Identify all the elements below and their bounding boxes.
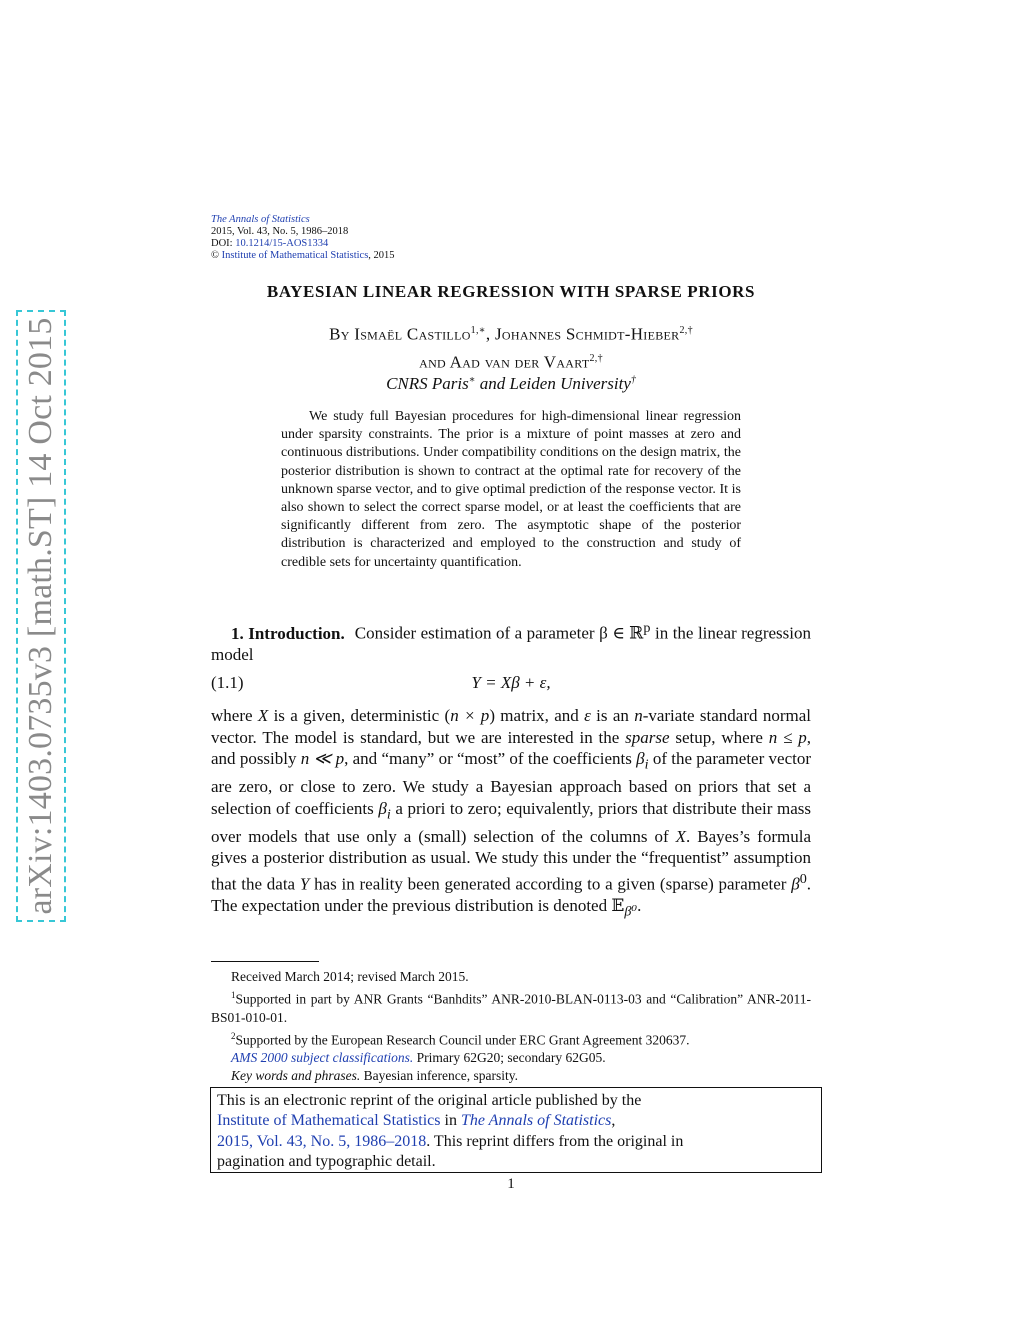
text-run: of the parameter vector are zero, or close to zero. We study a Bayesian approach based on priors that set a selection of coefficients	[211, 749, 811, 818]
reprint-notice-box	[210, 1087, 822, 1173]
reprint-in: in	[440, 1112, 461, 1130]
copyright-year: , 2015	[368, 250, 395, 261]
section-heading: 1. Introduction.	[231, 623, 345, 643]
text-run: .	[637, 896, 642, 916]
reprint-citation-link[interactable]: 2015, Vol. 43, No. 5, 1986–2018	[217, 1132, 427, 1150]
text-run: setup, where	[669, 727, 769, 747]
by-label: By	[329, 324, 355, 344]
received-dates: Received March 2014; revised March 2015.	[231, 969, 469, 984]
footnote-1-mark: 1	[231, 990, 236, 1000]
reprint-line-1: This is an electronic reprint of the original article published by the	[217, 1092, 642, 1109]
affiliation-and: and	[475, 374, 510, 393]
footnote-rule	[211, 961, 319, 962]
math-sub-i: i	[644, 756, 649, 773]
math-Y: Y	[299, 874, 310, 894]
page-number: 1	[507, 1176, 515, 1192]
footnote-2	[211, 1027, 811, 1050]
text-run: has in reality been generated according to a given (sparse) parameter	[309, 874, 792, 894]
footnotes	[211, 968, 811, 1085]
math-sub-i: i	[386, 806, 391, 823]
math-expectation: 𝔼	[611, 896, 625, 916]
math-beta: β	[791, 874, 800, 894]
author-castillo: Ismaël Castillo	[354, 324, 471, 344]
math-X: X	[257, 706, 269, 725]
intro-paragraph	[211, 705, 811, 923]
author-list	[211, 319, 811, 374]
math-n-times-p: n × p	[450, 706, 490, 725]
text-run: -variate standard normal vector. The model is standard, but we are interested in the	[211, 706, 811, 747]
math-sub-beta0: β⁰	[624, 903, 638, 920]
doi-link[interactable]: 10.1214/15-AOS1334	[235, 238, 329, 249]
text-run: a priori to zero; equivalently, priors that distribute their mass over models that use only a (small) selection of the columns of	[211, 798, 811, 846]
keywords-label: Key words and phrases.	[231, 1068, 361, 1083]
keywords	[211, 1067, 811, 1085]
author-castillo-sup: 1,∗	[470, 325, 486, 336]
affiliations	[211, 374, 811, 394]
doi-label: DOI:	[211, 238, 236, 249]
affiliation-leiden-sup: †	[630, 374, 636, 386]
affiliation-leiden: Leiden University	[509, 374, 631, 393]
arxiv-stamp	[16, 310, 66, 922]
reprint-publisher-link[interactable]: Institute of Mathematical Statistics	[217, 1112, 441, 1130]
footnote-2-mark: 2	[231, 1030, 236, 1041]
equation-number: (1.1)	[211, 673, 244, 692]
journal-name-link[interactable]: The Annals of Statistics	[211, 214, 310, 225]
and-label: and	[419, 352, 450, 372]
ams-classification	[211, 1049, 811, 1067]
author-separator: ,	[485, 324, 495, 344]
reprint-journal-link[interactable]: The Annals of Statistics	[460, 1112, 612, 1130]
ams-classification-link[interactable]: AMS 2000 subject classifications.	[231, 1050, 414, 1065]
footnote-1-text: Supported in part by ANR Grants “Banhdits” ANR-2010-BLAN-0113-03 and “Calibration” ANR-2011-BS01-010-01.	[211, 991, 811, 1025]
publisher-link[interactable]: Institute of Mathematical Statistics	[221, 250, 369, 261]
footnote-2-text: Supported by the European Research Council under ERC Grant Agreement 320637.	[235, 1032, 690, 1047]
author-van-der-vaart: Aad van der Vaart	[449, 352, 590, 372]
reprint-line-4: pagination and typographic detail.	[217, 1153, 436, 1171]
author-schmidt-hieber: Johannes Schmidt-Hieber	[494, 324, 680, 344]
equation: Y = Xβ + ε,	[471, 673, 551, 692]
keywords-text: Bayesian inference, sparsity.	[360, 1068, 518, 1083]
reprint-line-3-tail: . This reprint differs from the original in	[426, 1132, 684, 1150]
abstract: We study full Bayesian procedures for high-dimensional linear regression under sparsity constraints. The prior is a mixture of point masses at zero and continuous distributions. Under compatibility conditions on the design matrix, the posterior distribution is shown to contract at the optimal rate for recovery of the unknown sparse vector, and to give optimal prediction of the response vector. It is also shown to select the correct sparse model, or at least the coefficients that are significantly different from zero. The asymptotic shape of the posterior distribution is characterized and employed to the construction and study of credible sets for uncertainty quantification.	[281, 409, 741, 570]
affiliation-cnrs: CNRS Paris	[386, 374, 469, 393]
math-n-le-p: n ≤ p	[768, 727, 807, 747]
arxiv-stamp-text: arXiv:1403.0735v3 [math.ST] 14 Oct 2015	[22, 317, 59, 915]
copyright-symbol: ©	[211, 250, 219, 261]
emph-sparse: sparse	[625, 727, 670, 747]
text-run: ) matrix, and	[489, 706, 585, 725]
author-schmidt-hieber-sup: 2,†	[679, 325, 693, 336]
text-run: is a given, deterministic (	[268, 706, 451, 725]
math-X: X	[675, 826, 687, 846]
math-epsilon: ε	[584, 706, 591, 725]
introduction-lead	[211, 618, 811, 666]
paper-title: BAYESIAN LINEAR REGRESSION WITH SPARSE PRIORS	[266, 282, 756, 301]
math-n-ll-p: n ≪ p	[300, 749, 345, 769]
text-run: , and “many” or “most” of the coefficients	[344, 749, 637, 769]
intro-lead-sup: p	[643, 620, 651, 636]
text-run: . The expectation under the previous distribution is denoted	[211, 874, 812, 916]
math-beta: β	[636, 749, 645, 769]
math-beta: β	[378, 798, 387, 818]
journal-volume-line: 2015, Vol. 43, No. 5, 1986–2018	[211, 226, 349, 237]
intro-lead-tail: in the linear regression model	[211, 623, 812, 665]
intro-lead-text: Consider estimation of a parameter β ∈ ℝ	[354, 623, 644, 643]
text-run: , and possibly	[211, 727, 811, 769]
affiliation-cnrs-sup: ∗	[468, 374, 476, 386]
footnote-1	[211, 986, 811, 1027]
math-n: n	[634, 706, 643, 725]
reprint-comma: ,	[611, 1112, 616, 1130]
text-run: where	[211, 706, 258, 725]
math-sup-0: 0	[799, 870, 807, 887]
journal-header	[211, 214, 395, 262]
author-van-der-vaart-sup: 2,†	[589, 352, 603, 364]
text-run: . Bayes’s formula gives a posterior distribution as usual. We study this under the “frequentist” assumption that the data	[211, 826, 811, 894]
text-run: is an	[590, 706, 635, 725]
ams-classification-text: Primary 62G20; secondary 62G05.	[413, 1050, 606, 1065]
